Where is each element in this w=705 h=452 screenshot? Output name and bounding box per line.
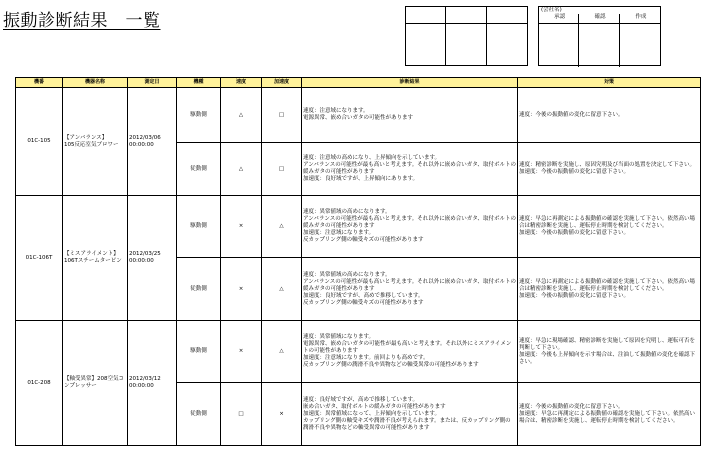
col-header-speed: 速度	[221, 78, 262, 88]
company-name-label: (会社名)	[541, 7, 562, 13]
table-header-row	[16, 78, 701, 88]
speed-rating: ×	[221, 196, 262, 258]
col-header-accel: 加速度	[262, 78, 302, 88]
measure-date: 2012/03/25 00:00:00	[128, 196, 177, 321]
countermeasure: 速度：早急に現場確認、精密診断を実施して原因を究明し、運転可否を判断して下さい。 加速度：今後も上昇傾向を示す場合は、注油して振動値の変化を確認下さい。	[518, 321, 701, 383]
table-row	[16, 196, 701, 258]
machine-side: 駆動側	[177, 321, 221, 383]
speed-rating: ×	[221, 258, 262, 321]
accel-rating: △	[262, 258, 302, 321]
col-header-equipment-name: 機器名称	[63, 78, 128, 88]
col-header-date: 測定日	[128, 78, 177, 88]
speed-rating: △	[221, 143, 262, 196]
machine-side: 従動側	[177, 383, 221, 446]
machine-no: 01C-106T	[16, 196, 63, 321]
machine-side: 駆動側	[177, 88, 221, 143]
machine-side: 従動側	[177, 143, 221, 196]
accel-rating: □	[262, 143, 302, 196]
confirm-label: 確認	[579, 14, 618, 24]
speed-rating: △	[221, 88, 262, 143]
speed-rating: ×	[221, 321, 262, 383]
machine-side: 駆動側	[177, 196, 221, 258]
approve-label: 承認	[539, 14, 578, 24]
diagnosis-result: 速度：注意域になります。 電源異常、嵌め合いガタの可能性があります	[302, 88, 518, 143]
machine-side: 従動側	[177, 258, 221, 321]
speed-rating: □	[221, 383, 262, 446]
diagnosis-result: 速度：異常値域の高めになります。 アンバランスの可能性が最も高いと考えます。それ以外に嵌め合いガタ、取付ボルトの緩みガタの可能性があります 加速度：良好域ですが、高めで推移しています。 反カップリング側の軸受キズの可能性があります	[302, 258, 518, 321]
table-row	[16, 88, 701, 143]
measure-date: 2012/03/12 00:00:00	[128, 321, 177, 446]
countermeasure: 速度：今後の振動値の変化に留意下さい。 加速度：早急に再測定による振動値の確認を実施して下さい。依然高い場合は、精密診断を実施し、運転停止時期を検討してください。	[518, 383, 701, 446]
countermeasure: 速度：早急に再測定による振動値の確認を実施して下さい。依然高い場合は精密診断を実施し、運転停止時期を検討してください。 加速度：今後の振動値の変化に留意下さい。	[518, 196, 701, 258]
diagnosis-result: 速度：異常値域になります。 電源異常、嵌め合いガタの可能性が最も高いと考えます。それ以外にミスアライメントの可能性があります 加速度：注意域になります。前回よりも高めです。 反カップリング側の潤滑不良や異物などの軸受異常の可能性があります	[302, 321, 518, 383]
countermeasure: 速度：今後の振動値の変化に留意下さい。	[518, 88, 701, 143]
page-title: 振動診断結果 一覧	[3, 11, 161, 31]
col-header-result: 診断結果	[302, 78, 518, 88]
equipment-name: 【アンバランス】 105反応室気ブロワー	[63, 88, 128, 196]
countermeasure: 速度：早急に再測定による振動値の確認を実施して下さい。依然高い場合は精密診断を実施し、運転停止時期を検討してください。 加速度：今後の振動値の変化に留意下さい。	[518, 258, 701, 321]
countermeasure: 速度：精密診断を実施し、原因究明及び当面の処置を決定して下さい。 加速度：今後の振動値の変化に留意下さい。	[518, 143, 701, 196]
equipment-name: 【軸受異常】208空気コンプレッサー	[63, 321, 128, 446]
equipment-name: 【ミスアライメント】106Tスチームターピン	[63, 196, 128, 321]
accel-rating: △	[262, 321, 302, 383]
accel-rating: △	[262, 196, 302, 258]
measure-date: 2012/03/06 00:00:00	[128, 88, 177, 196]
col-header-type: 機種	[177, 78, 221, 88]
diagnosis-result: 速度：注意域の高めになり、上昇傾向を示しています。 アンバランスの可能性が最も高いと考えます。それ以外に嵌め合いガタ、取付ボルトの緩みガタの可能性があります 加速度：良好域ですが、上昇傾向にあります。	[302, 143, 518, 196]
machine-no: 01C-105	[16, 88, 63, 196]
machine-no: 01C-208	[16, 321, 63, 446]
diagnosis-result: 速度：良好域ですが、高めで推移しています。 嵌め合いガタ、取付ボルトの緩みガタの可能性があります 加速度：異常値域になって、上昇傾向を示しています。 カップリング側の軸受キズや潤滑不良が考えられます。または、反カップリング側の潤滑不良や異物などの軸受異常の可能性があります	[302, 383, 518, 446]
diagnosis-table	[15, 77, 701, 446]
accel-rating: ×	[262, 383, 302, 446]
accel-rating: □	[262, 88, 302, 143]
approval-box-left	[405, 6, 528, 66]
create-label: 作成	[620, 14, 660, 24]
approval-box-right	[538, 6, 661, 66]
table-row	[16, 321, 701, 383]
col-header-machine-no: 機番	[16, 78, 63, 88]
col-header-action: 対策	[518, 78, 701, 88]
diagnosis-result: 速度：異常値域の高めになります。 アンバランスの可能性が最も高いと考えます。それ以外に嵌め合いガタ、取付ボルトの緩みガタの可能性があります 加速度：注意域になります。 反カップリング側の軸受キズの可能性があります	[302, 196, 518, 258]
